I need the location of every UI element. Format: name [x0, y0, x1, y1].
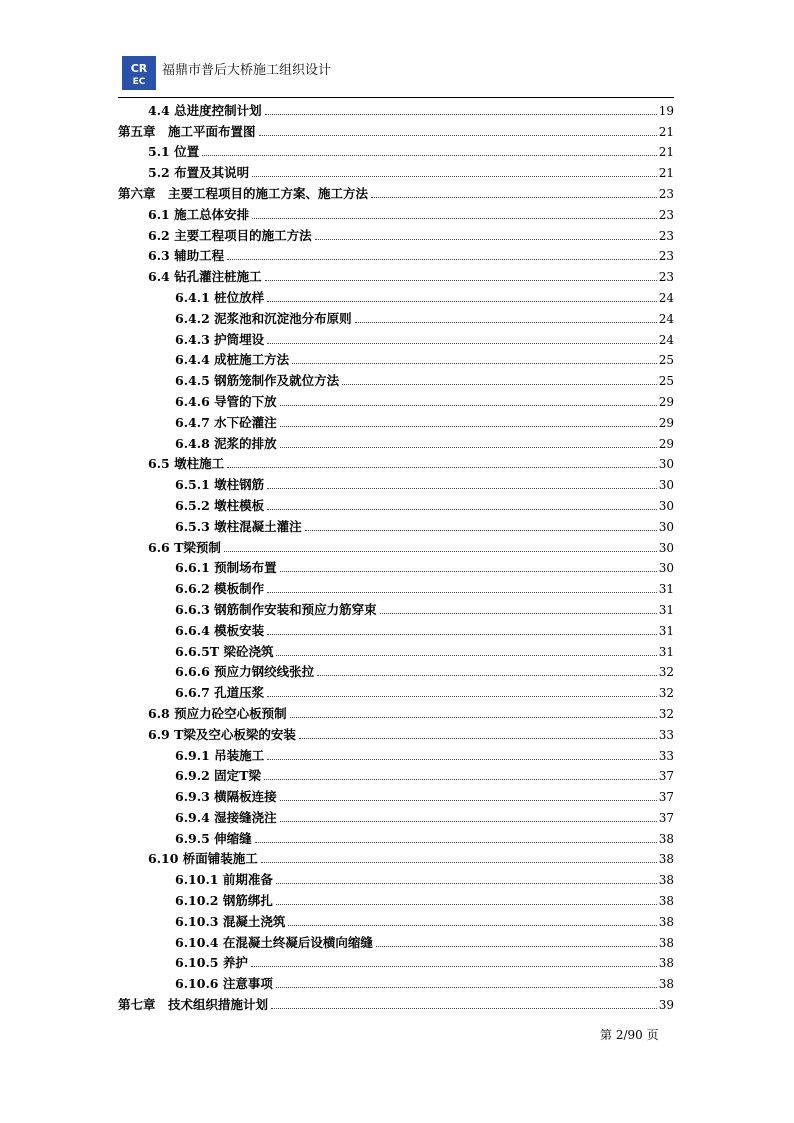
toc-entry-page: 30 [658, 519, 674, 534]
toc-leader-dots [280, 800, 657, 801]
toc-entry[interactable] [118, 451, 674, 472]
toc-entry[interactable] [118, 991, 674, 1012]
toc-leader-dots [299, 738, 657, 739]
toc-entry-page: 24 [658, 290, 674, 305]
toc-leader-dots [280, 821, 657, 822]
toc-entry[interactable] [118, 804, 674, 825]
toc-entry-page: 38 [658, 873, 674, 888]
toc-entry[interactable] [118, 950, 674, 971]
toc-entry[interactable] [118, 388, 674, 409]
toc-entry-page: 37 [658, 769, 674, 784]
toc-leader-dots [292, 363, 657, 364]
toc-entry-page: 21 [658, 124, 674, 139]
svg-text:EC: EC [132, 77, 146, 87]
toc-entry[interactable] [118, 638, 674, 659]
toc-leader-dots [342, 384, 657, 385]
toc-leader-dots [264, 779, 657, 780]
toc-entry[interactable] [118, 596, 674, 617]
toc-entry-label: 6.9.1 吊装施工 [175, 747, 265, 763]
toc-leader-dots [267, 301, 657, 302]
toc-entry-label: 6.9.4 湿接缝浇注 [175, 809, 277, 825]
toc-entry[interactable] [118, 846, 674, 867]
toc-entry-page: 31 [658, 623, 674, 638]
toc-entry[interactable] [118, 367, 674, 388]
toc-entry[interactable] [118, 929, 674, 950]
toc-leader-dots [251, 966, 657, 967]
company-logo [122, 56, 156, 90]
toc-entry[interactable] [118, 763, 674, 784]
toc-entry-label: 6.10 桥面铺装施工 [148, 851, 258, 867]
toc-entry-label: 6.3 辅助工程 [148, 248, 225, 264]
toc-leader-dots [315, 239, 657, 240]
toc-entry[interactable] [118, 700, 674, 721]
toc-entry[interactable] [118, 326, 674, 347]
toc-entry-label: 第五章 施工平面布置图 [118, 123, 256, 139]
toc-entry[interactable] [118, 471, 674, 492]
document-title: 福鼎市普后大桥施工组织设计 [162, 63, 332, 78]
toc-leader-dots [202, 155, 657, 156]
toc-leader-dots [380, 613, 657, 614]
toc-entry[interactable] [118, 970, 674, 991]
toc-leader-dots [267, 592, 657, 593]
toc-entry-page: 21 [658, 166, 674, 181]
toc-entry-label: 6.5.3 墩柱混凝土灌注 [175, 518, 302, 534]
toc-entry[interactable] [118, 222, 674, 243]
toc-entry[interactable] [118, 284, 674, 305]
toc-leader-dots [271, 1008, 657, 1009]
toc-entry-page: 21 [658, 145, 674, 160]
toc-entry[interactable] [118, 305, 674, 326]
toc-entry-label: 6.6.5T 梁砼浇筑 [175, 643, 274, 659]
toc-leader-dots [355, 322, 657, 323]
toc-leader-dots [252, 176, 657, 177]
toc-entry-page: 24 [658, 311, 674, 326]
toc-entry-label: 6.9.5 伸缩缝 [175, 830, 252, 846]
toc-entry-page: 30 [658, 478, 674, 493]
toc-entry-page: 30 [658, 457, 674, 472]
toc-leader-dots [305, 530, 657, 531]
toc-entry-label: 6.9 T梁及空心板梁的安装 [148, 726, 296, 742]
toc-entry-page: 32 [658, 686, 674, 701]
toc-entry-label: 6.9.2 固定T梁 [175, 768, 261, 784]
toc-leader-dots [265, 280, 657, 281]
toc-entry-label: 6.4.6 导管的下放 [175, 393, 277, 409]
toc-entry[interactable] [118, 825, 674, 846]
toc-entry[interactable] [118, 659, 674, 680]
toc-entry-label: 6.5.1 墩柱钢筋 [175, 477, 265, 493]
toc-entry-label: 6.6.2 模板制作 [175, 581, 265, 597]
toc-entry-label: 6.10.2 钢筋绑扎 [175, 893, 273, 909]
toc-entry-page: 23 [658, 207, 674, 222]
toc-entry[interactable] [118, 243, 674, 264]
toc-entry[interactable] [118, 887, 674, 908]
toc-entry-label: 6.4.8 泥浆的排放 [175, 435, 277, 451]
toc-entry-page: 25 [658, 374, 674, 389]
toc-entry[interactable] [118, 263, 674, 284]
toc-entry-page: 29 [658, 415, 674, 430]
toc-leader-dots [267, 488, 657, 489]
toc-entry-page: 38 [658, 956, 674, 971]
table-of-contents [118, 97, 674, 1012]
toc-entry-label: 6.10.6 注意事项 [175, 976, 273, 992]
toc-leader-dots [267, 509, 657, 510]
toc-leader-dots [259, 135, 657, 136]
toc-entry-label: 6.6 T梁预制 [148, 539, 221, 555]
toc-entry-label: 第六章 主要工程项目的施工方案、施工方法 [118, 185, 369, 201]
toc-entry-label: 6.4.2 泥浆池和沉淀池分布原则 [175, 310, 352, 326]
toc-entry-label: 6.9.3 横隔板连接 [175, 789, 277, 805]
toc-leader-dots [224, 551, 657, 552]
toc-entry-page: 37 [658, 810, 674, 825]
toc-entry-label: 6.6.3 钢筋制作安装和预应力筋穿束 [175, 601, 377, 617]
toc-entry-label: 6.10.1 前期准备 [175, 872, 273, 888]
toc-leader-dots [267, 696, 657, 697]
toc-entry-page: 29 [658, 394, 674, 409]
toc-entry[interactable] [118, 159, 674, 180]
page-number: 第 2/90 页 [600, 1028, 659, 1042]
page-header [118, 52, 674, 98]
toc-entry[interactable] [118, 430, 674, 451]
toc-entry-label: 6.6.6 预应力钢绞线张拉 [175, 664, 315, 680]
toc-entry-label: 6.4.4 成桩施工方法 [175, 352, 290, 368]
toc-entry[interactable] [118, 742, 674, 763]
toc-entry-page: 37 [658, 790, 674, 805]
toc-leader-dots [252, 218, 657, 219]
toc-entry-page: 19 [658, 103, 674, 118]
toc-leader-dots [267, 343, 657, 344]
toc-entry-label: 6.2 主要工程项目的施工方法 [148, 227, 312, 243]
toc-entry-label: 6.5 墩柱施工 [148, 456, 225, 472]
toc-entry[interactable] [118, 97, 674, 118]
toc-leader-dots [371, 197, 657, 198]
toc-entry-page: 23 [658, 270, 674, 285]
toc-entry-label: 6.6.1 预制场布置 [175, 560, 277, 576]
toc-entry-label: 6.4.1 桩位放样 [175, 289, 265, 305]
toc-entry-label: 6.4 钻孔灌注桩施工 [148, 269, 262, 285]
toc-entry-label: 4.4 总进度控制计划 [148, 102, 262, 118]
toc-entry[interactable] [118, 679, 674, 700]
toc-entry[interactable] [118, 139, 674, 160]
toc-leader-dots [227, 467, 657, 468]
toc-entry-page: 39 [658, 998, 674, 1013]
toc-leader-dots [376, 946, 657, 947]
toc-entry-page: 31 [658, 602, 674, 617]
toc-entry[interactable] [118, 783, 674, 804]
toc-entry[interactable] [118, 555, 674, 576]
toc-leader-dots [280, 405, 657, 406]
toc-entry-label: 6.4.5 钢筋笼制作及就位方法 [175, 373, 340, 389]
toc-leader-dots [261, 862, 657, 863]
toc-entry[interactable] [118, 575, 674, 596]
toc-leader-dots [280, 447, 657, 448]
toc-entry-page: 29 [658, 436, 674, 451]
toc-entry[interactable] [118, 180, 674, 201]
toc-entry-label: 5.1 位置 [148, 144, 200, 160]
toc-entry-page: 30 [658, 561, 674, 576]
toc-entry[interactable] [118, 721, 674, 742]
toc-entry[interactable] [118, 617, 674, 638]
toc-entry[interactable] [118, 118, 674, 139]
svg-text:CR: CR [130, 62, 148, 75]
toc-entry-label: 6.6.4 模板安装 [175, 622, 265, 638]
toc-entry-page: 38 [658, 977, 674, 992]
toc-entry-page: 38 [658, 852, 674, 867]
toc-entry-page: 38 [658, 914, 674, 929]
toc-entry-label: 6.1 施工总体安排 [148, 206, 250, 222]
toc-entry-label: 5.2 布置及其说明 [148, 165, 250, 181]
toc-entry-page: 30 [658, 540, 674, 555]
toc-entry-label: 6.10.3 混凝土浇筑 [175, 913, 286, 929]
toc-leader-dots [267, 634, 657, 635]
toc-entry-page: 31 [658, 582, 674, 597]
toc-entry-page: 25 [658, 353, 674, 368]
toc-entry-page: 38 [658, 831, 674, 846]
toc-entry-label: 6.4.3 护筒埋设 [175, 331, 265, 347]
toc-leader-dots [276, 904, 657, 905]
toc-entry-page: 32 [658, 706, 674, 721]
toc-entry-label: 6.8 预应力砼空心板预制 [148, 705, 287, 721]
toc-entry-page: 33 [658, 748, 674, 763]
toc-leader-dots [290, 717, 657, 718]
toc-leader-dots [276, 987, 657, 988]
toc-entry-label: 6.4.7 水下砼灌注 [175, 414, 277, 430]
toc-leader-dots [267, 759, 657, 760]
toc-entry-page: 38 [658, 935, 674, 950]
toc-entry[interactable] [118, 534, 674, 555]
toc-entry[interactable] [118, 409, 674, 430]
toc-entry-page: 24 [658, 332, 674, 347]
toc-leader-dots [255, 842, 657, 843]
toc-leader-dots [280, 426, 657, 427]
toc-entry-page: 23 [658, 228, 674, 243]
toc-leader-dots [280, 571, 657, 572]
toc-entry-page: 23 [658, 249, 674, 264]
toc-entry-label: 6.10.4 在混凝土终凝后设横向缩缝 [175, 934, 373, 950]
toc-entry-page: 32 [658, 665, 674, 680]
toc-entry-label: 6.6.7 孔道压浆 [175, 685, 265, 701]
toc-entry-page: 23 [658, 186, 674, 201]
toc-entry[interactable] [118, 513, 674, 534]
toc-entry-page: 30 [658, 498, 674, 513]
toc-entry[interactable] [118, 492, 674, 513]
toc-entry-page: 31 [658, 644, 674, 659]
toc-leader-dots [288, 925, 656, 926]
toc-entry-label: 6.5.2 墩柱模板 [175, 497, 265, 513]
toc-entry-page: 33 [658, 727, 674, 742]
toc-entry-page: 38 [658, 894, 674, 909]
toc-entry-label: 6.10.5 养护 [175, 955, 248, 971]
toc-entry[interactable] [118, 908, 674, 929]
toc-leader-dots [265, 114, 657, 115]
toc-leader-dots [276, 883, 657, 884]
toc-entry[interactable] [118, 201, 674, 222]
toc-leader-dots [317, 675, 657, 676]
toc-leader-dots [276, 655, 656, 656]
toc-leader-dots [227, 259, 657, 260]
toc-entry[interactable] [118, 347, 674, 368]
toc-entry-label: 第七章 技术组织措施计划 [118, 997, 269, 1013]
toc-entry[interactable] [118, 866, 674, 887]
